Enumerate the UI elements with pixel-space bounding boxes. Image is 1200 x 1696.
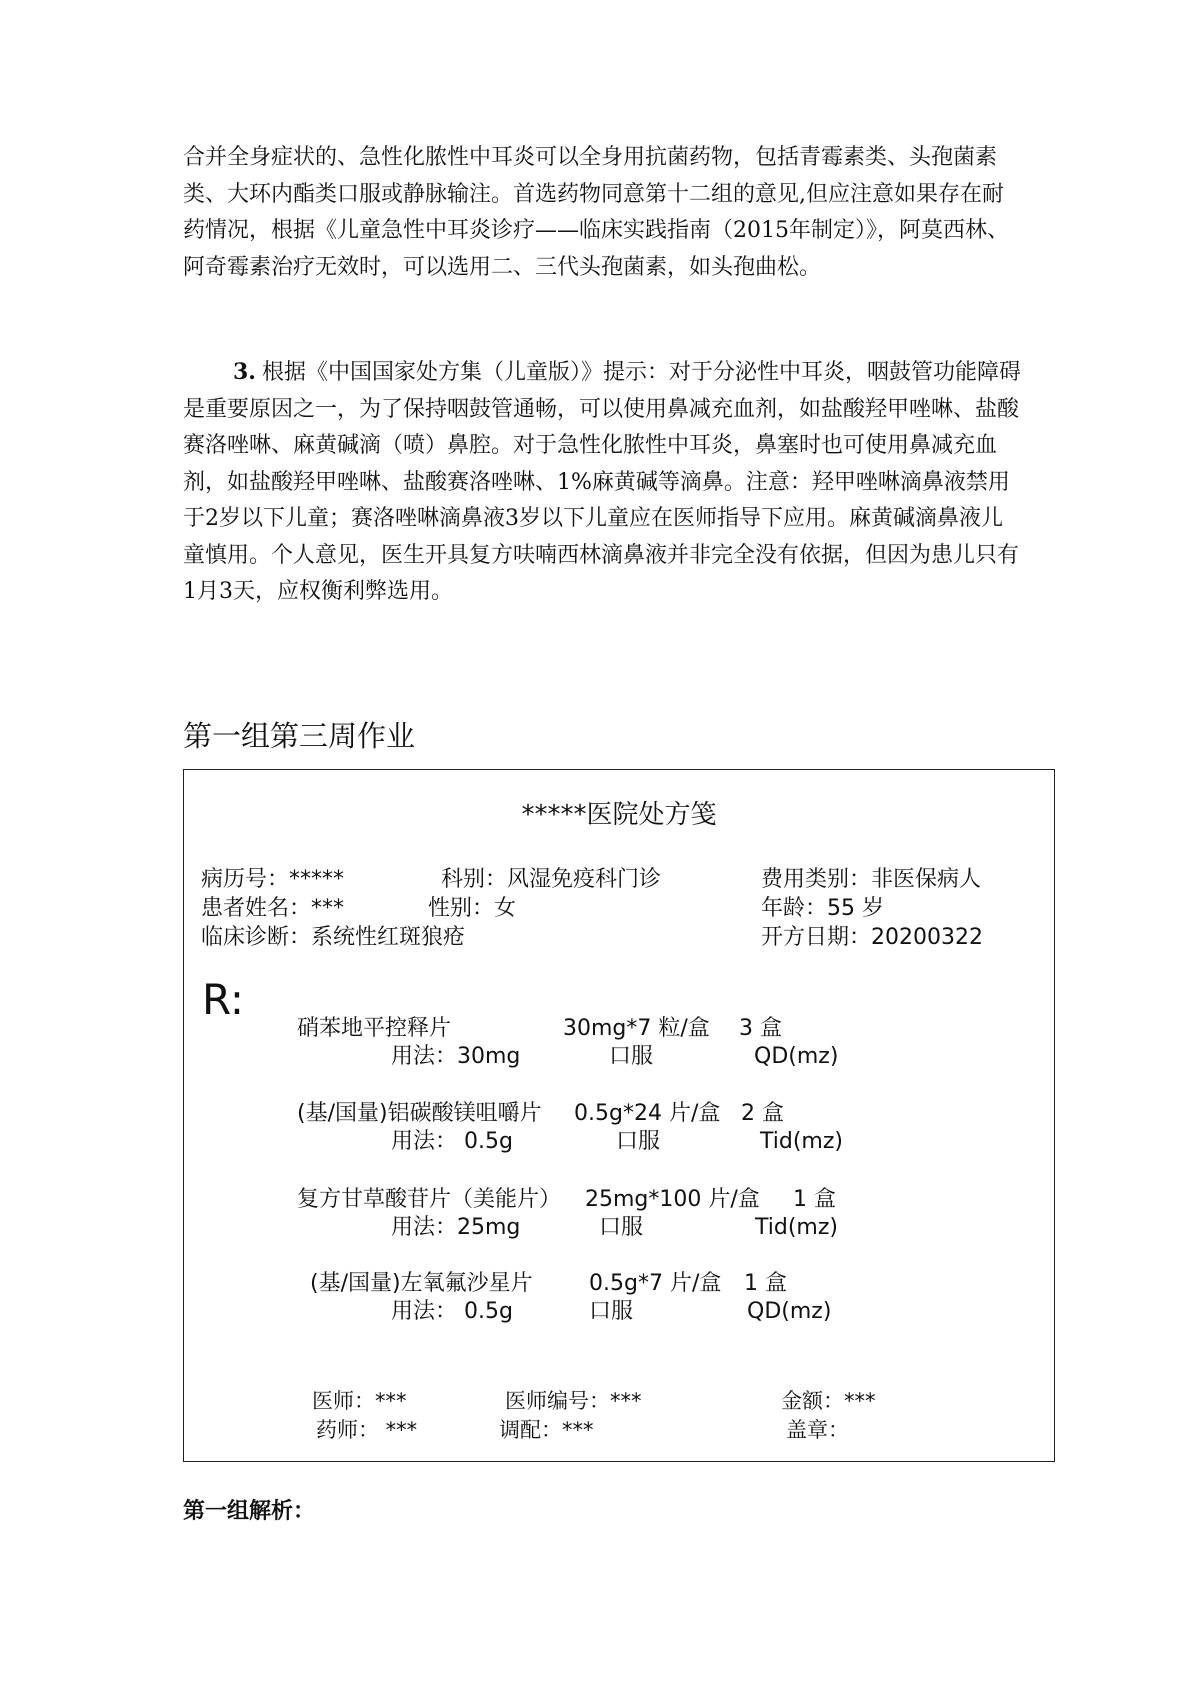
drug-spec: 30mg*7 粒/盒 — [563, 1016, 710, 1041]
drug-spec: 0.5g*7 片/盒 — [589, 1271, 722, 1296]
prescription-date: 开方日期：20200322 — [761, 925, 983, 950]
prescription-title: *****医院处方笺 — [521, 800, 717, 830]
drug-frequency: QD(mz) — [754, 1044, 839, 1069]
drug-quantity: 1 盒 — [793, 1187, 836, 1212]
department: 科别：风湿免疫科门诊 — [441, 867, 662, 892]
drug-frequency: QD(mz) — [747, 1299, 832, 1324]
drug-usage: 用法：30mg — [391, 1044, 521, 1069]
drug-spec: 0.5g*24 片/盒 — [574, 1101, 721, 1126]
paragraph-antibiotics: 合并全身症状的、急性化脓性中耳炎可以全身用抗菌药物，包括青霉素类、头孢菌素类、大环内酯类口服或静脉输注。首选药物同意第十二组的意见,但应注意如果存在耐药情况，根据《儿童急性中耳炎诊疗——临床实践指南（2015年制定）》，阿莫西林、阿奇霉素治疗无效时，可以选用二、三代头孢菌素，如头孢曲松。 — [183, 145, 1009, 280]
drug-usage: 用法： 0.5g — [391, 1129, 513, 1154]
drug-route: 口服 — [589, 1299, 634, 1324]
drug-usage: 用法：25mg — [391, 1215, 521, 1240]
drug-frequency: Tid(mz) — [760, 1129, 843, 1154]
drug-name: (基/国量)左氧氟沙星片 — [310, 1271, 533, 1296]
patient-name: 患者姓名：*** — [201, 896, 345, 921]
paragraph-decongestants — [183, 354, 1023, 611]
stamp: 盖章： — [786, 1418, 849, 1442]
drug-route: 口服 — [609, 1044, 654, 1069]
section-heading: 第一组第三周作业 — [183, 719, 416, 753]
paragraph-decongestants-text: 根据《中国国家处方集（儿童版）》提示：对于分泌性中耳炎，咽鼓管功能障碍是重要原因之一，为了保持咽鼓管通畅，可以使用鼻减充血剂，如盐酸羟甲唑啉、盐酸赛洛唑啉、麻黄碱滴（喷）鼻腔。对于急性化脓性中耳炎，鼻塞时也可使用鼻减充血剂，如盐酸羟甲唑啉、盐酸赛洛唑啉、1%麻黄碱等滴鼻。注意：羟甲唑啉滴鼻液禁用于2岁以下儿童；赛洛唑啉滴鼻液3岁以下儿童应在医师指导下应用。麻黄碱滴鼻液儿童慎用。个人意见，医生开具复方呋喃西林滴鼻液并非完全没有依据，但因为患儿只有1月3天，应权衡利弊选用。 — [183, 360, 1021, 604]
dispenser: 调配：*** — [499, 1418, 594, 1442]
paragraph-number: 3. — [233, 359, 256, 385]
rx-symbol: R: — [202, 975, 245, 1024]
doctor-number: 医师编号：*** — [505, 1389, 642, 1413]
drug-frequency: Tid(mz) — [755, 1215, 838, 1240]
drug-quantity: 2 盒 — [741, 1101, 784, 1126]
drug-name: (基/国量)铝碳酸镁咀嚼片 — [297, 1101, 542, 1126]
analysis-heading: 第一组解析： — [183, 1498, 316, 1524]
doctor: 医师：*** — [312, 1389, 407, 1413]
pharmacist: 药师： *** — [316, 1418, 418, 1442]
clinical-diagnosis: 临床诊断：系统性红斑狼疮 — [201, 925, 466, 950]
drug-quantity: 1 盒 — [744, 1271, 787, 1296]
drug-usage: 用法： 0.5g — [391, 1299, 513, 1324]
drug-name: 复方甘草酸苷片（美能片） — [297, 1187, 562, 1212]
prescription-form — [183, 769, 1055, 1462]
amount: 金额：*** — [781, 1389, 876, 1413]
record-number: 病历号：***** — [201, 867, 345, 892]
drug-route: 口服 — [616, 1129, 661, 1154]
fee-type: 费用类别：非医保病人 — [761, 867, 982, 892]
drug-quantity: 3 盒 — [739, 1016, 782, 1041]
drug-route: 口服 — [599, 1215, 644, 1240]
patient-age: 年龄：55 岁 — [761, 896, 884, 921]
patient-gender: 性别：女 — [428, 896, 517, 921]
drug-name: 硝苯地平控释片 — [297, 1016, 452, 1041]
drug-spec: 25mg*100 片/盒 — [585, 1187, 760, 1212]
